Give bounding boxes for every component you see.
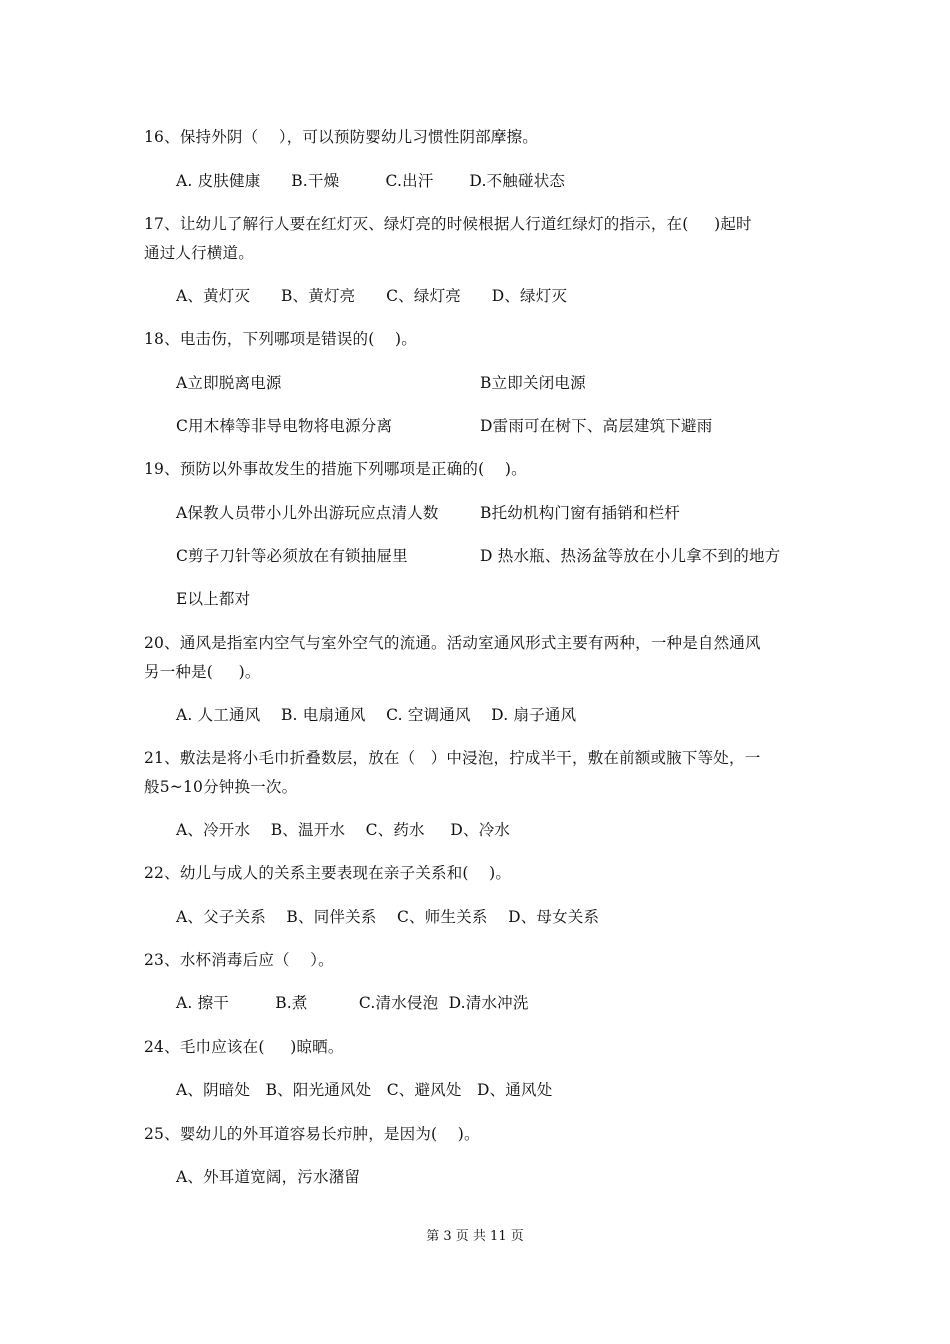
question-23-stem: 23、水杯消毒后应（ ）。 <box>144 951 334 969</box>
page-number-footer: 第 3 页 共 11 页 <box>426 1229 524 1244</box>
question-23-options: A. 擦干 B.煮 C.清水侵泡 D.清水冲洗 <box>176 994 529 1012</box>
question-17-stem-line2: 通过人行横道。 <box>144 244 254 262</box>
question-18-option-c: C用木棒等非导电物将电源分离 <box>176 417 393 435</box>
question-25-stem: 25、婴幼儿的外耳道容易长疖肿，是因为( )。 <box>144 1125 480 1143</box>
question-18-stem: 18、电击伤，下列哪项是错误的( )。 <box>144 330 417 348</box>
question-24-options: A、阴暗处 B、阳光通风处 C、避风处 D、通风处 <box>176 1081 553 1099</box>
question-21-stem-line1: 21、敷法是将小毛巾折叠数层，放在（ ）中浸泡，拧成半干，敷在前额或腋下等处，一 <box>144 749 761 767</box>
question-19-option-b: B托幼机构门窗有插销和栏杆 <box>480 504 680 522</box>
question-18-option-d: D雷雨可在树下、高层建筑下避雨 <box>480 417 713 435</box>
question-19-stem: 19、预防以外事故发生的措施下列哪项是正确的( )。 <box>144 460 527 478</box>
question-18-option-a: A立即脱离电源 <box>176 374 282 392</box>
question-21-stem-line2: 般5~10分钟换一次。 <box>144 778 298 796</box>
question-25-option-a: A、外耳道宽阔，污水潴留 <box>176 1168 361 1186</box>
question-17-stem-line1: 17、让幼儿了解行人要在红灯灭、绿灯亮的时候根据人行道红绿灯的指示，在( )起时 <box>144 215 752 233</box>
question-19-option-a: A保教人员带小儿外出游玩应点清人数 <box>176 504 439 522</box>
question-17-options: A、黄灯灭 B、黄灯亮 C、绿灯亮 D、绿灯灭 <box>176 287 568 305</box>
question-22-options: A、父子关系 B、同伴关系 C、师生关系 D、母女关系 <box>176 908 600 926</box>
question-19-option-d: D 热水瓶、热汤盆等放在小儿拿不到的地方 <box>480 547 781 565</box>
question-20-stem-line1: 20、通风是指室内空气与室外空气的流通。活动室通风形式主要有两种，一种是自然通风 <box>144 634 761 652</box>
question-22-stem: 22、幼儿与成人的关系主要表现在亲子关系和( )。 <box>144 864 512 882</box>
question-24-stem: 24、毛巾应该在( )晾晒。 <box>144 1038 344 1056</box>
question-20-stem-line2: 另一种是( )。 <box>144 663 261 681</box>
question-20-options: A. 人工通风 B. 电扇通风 C. 空调通风 D. 扇子通风 <box>176 706 577 724</box>
question-21-options: A、冷开水 B、温开水 C、药水 D、冷水 <box>176 821 511 839</box>
question-19-option-c: C剪子刀针等必须放在有锁抽屉里 <box>176 547 408 565</box>
question-16-stem: 16、保持外阴（ ），可以预防婴幼儿习惯性阴部摩擦。 <box>144 128 538 146</box>
question-16-options: A. 皮肤健康 B.干燥 C.出汗 D.不触碰状态 <box>176 172 566 190</box>
question-18-option-b: B立即关闭电源 <box>480 374 586 392</box>
question-19-option-e: E以上都对 <box>176 590 251 608</box>
